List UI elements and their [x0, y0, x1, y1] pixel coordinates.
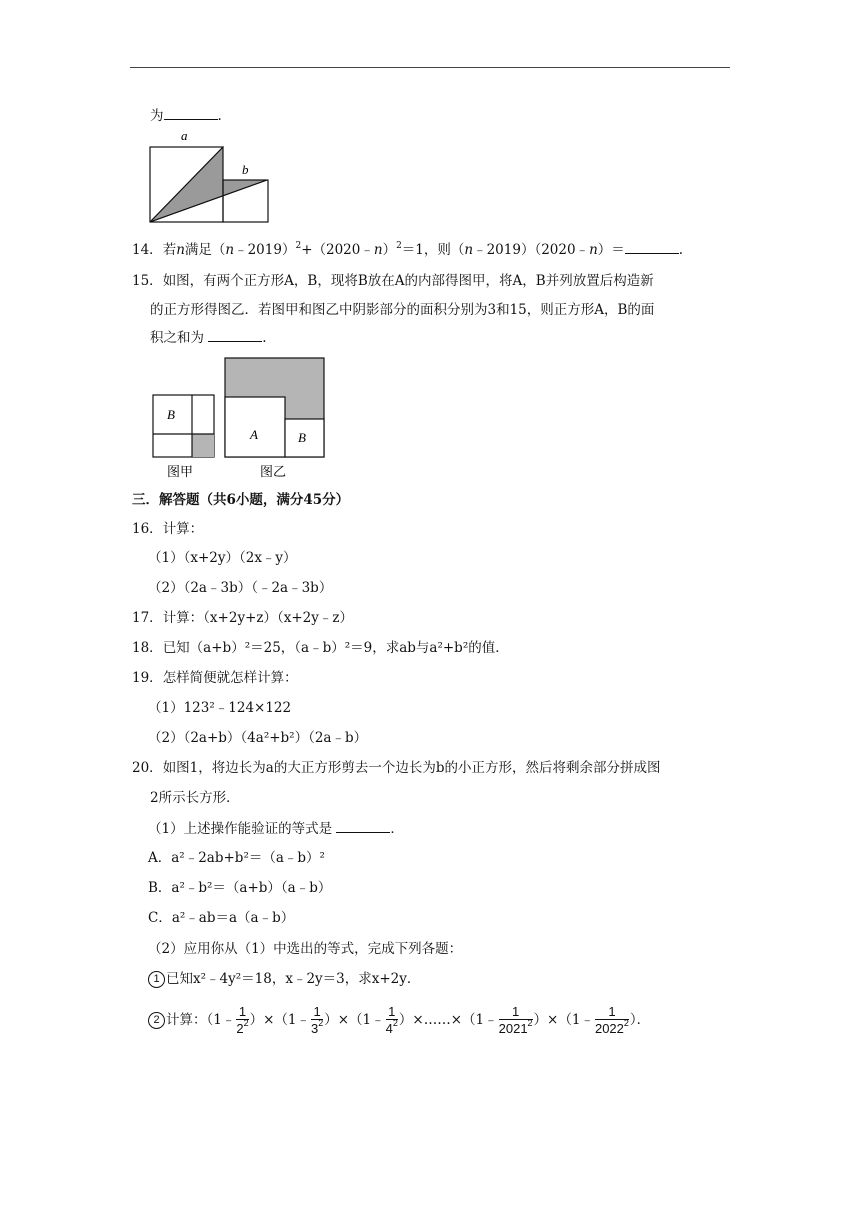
circled-number-1: 1 [148, 971, 165, 988]
question-19: 19．怎样简便就怎样计算： [132, 670, 298, 686]
question-17: 17．计算：（x+2y+z）（x+2y﹣z） [132, 610, 354, 626]
option-a: A．a²﹣2ab+b²＝（a﹣b）² [148, 850, 325, 866]
question-16-part1: （1）（x+2y）（2x﹣y） [148, 550, 297, 566]
answer-blank[interactable] [164, 106, 218, 120]
caption-fig-jia: 图甲 [167, 464, 194, 479]
question-20-item1: 1 已知x²﹣4y²＝18，x﹣2y＝3，求x+2y． [148, 970, 420, 988]
question-15-line2: 的正方形得图乙．若图甲和图乙中阴影部分的面积分别为3和15，则正方形A，B的面 [150, 302, 655, 318]
question-15-line3: 积之和为 . [150, 330, 267, 346]
question-15-line1: 15．如图，有两个正方形A，B，现将B放在A的内部得图甲，将A，B并列放置后构造新 [132, 273, 654, 289]
q15-figure [145, 352, 335, 482]
q13-tail: 为 . [150, 108, 222, 124]
question-20-item2: 2 计算：（1﹣ $\frac{1}{2^2}$ ）×（1﹣ $\frac{1}{3^2}$ ）×（1﹣ $\frac{1}{4^2}$ ）×……×（1﹣ $\frac{1}{2021^2}$ ）×（1﹣ $\frac{1}{2022^2}$ ）． [148, 1002, 650, 1038]
question-19-part1: （1）123²﹣124×122 [148, 700, 292, 716]
question-19-part2: （2）（2a+b）（4a²+b²）（2a﹣b） [148, 730, 368, 746]
fig15-label-b-left: B [167, 407, 175, 422]
question-14: 14．若n满足（n﹣2019）$^2$+（2020﹣n）$^2$＝1，则（n﹣2019）（2020﹣n）＝ . [132, 241, 684, 258]
fig13-label-b: b [242, 162, 249, 177]
answer-blank[interactable] [625, 240, 679, 254]
answer-blank[interactable] [336, 819, 390, 833]
section-3-heading: 三．解答题（共6小题，满分45分） [132, 492, 350, 508]
fig13-label-a: a [181, 128, 188, 143]
question-20-sub1: （1）上述操作能验证的等式是 ． [148, 821, 404, 837]
q13-figure [140, 126, 280, 226]
circled-number-2: 2 [148, 1012, 165, 1029]
fraction: $\frac{1}{4^2}$ [385, 1004, 398, 1036]
question-18: 18．已知（a+b）²＝25，（a﹣b）²＝9，求ab与a²+b²的值． [132, 640, 509, 656]
question-20-line1: 20．如图1，将边长为a的大正方形剪去一个边长为b的小正方形，然后将剩余部分拼成图 [132, 760, 661, 776]
caption-fig-yi: 图乙 [260, 464, 287, 479]
fraction: $\frac{1}{2022^2}$ [594, 1004, 629, 1036]
question-16: 16．计算： [132, 521, 204, 537]
answer-blank[interactable] [208, 328, 262, 342]
question-16-part2: （2）（2a﹣3b）（﹣2a﹣3b） [148, 580, 333, 596]
question-20-sub2: （2）应用你从（1）中选出的等式，完成下列各题： [148, 941, 463, 957]
fraction: $\frac{1}{3^2}$ [311, 1004, 324, 1036]
fraction: $\frac{1}{2^2}$ [236, 1004, 249, 1036]
fig15-label-a: A [250, 427, 258, 442]
header-rule [130, 67, 730, 68]
fig15-label-b-right: B [298, 430, 306, 445]
question-20-line2: 2所示长方形． [150, 790, 240, 806]
option-c: C．a²﹣ab＝a（a﹣b） [148, 910, 295, 926]
option-b: B．a²﹣b²＝（a+b）（a﹣b） [148, 880, 332, 896]
fraction: $\frac{1}{2021^2}$ [498, 1004, 533, 1036]
